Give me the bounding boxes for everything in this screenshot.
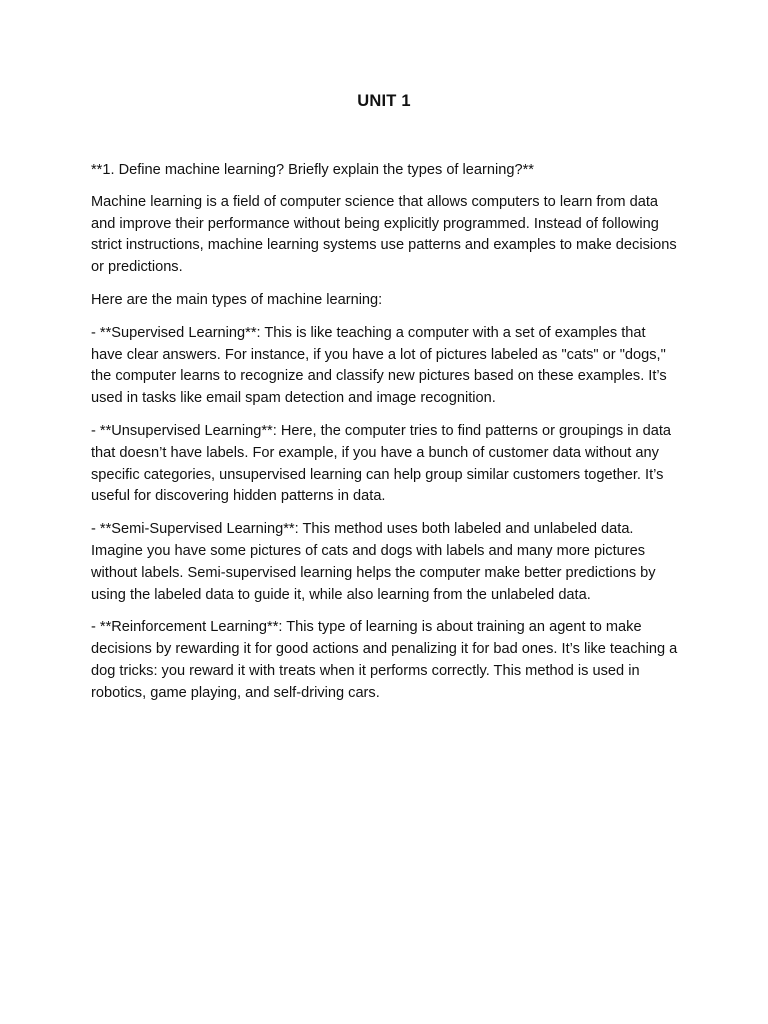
paragraph-types-intro: Here are the main types of machine learning: xyxy=(91,291,383,308)
question-heading: **1. Define machine learning? Briefly explain the types of learning?** xyxy=(91,162,534,178)
paragraph-unsupervised: - **Unsupervised Learning**: Here, the computer tries to find patterns or groupings in data that doesn’t have labels. For example, if you have a bunch of customer data without any specific categories, unsupervised learning can help group similar customers together. It’s useful for discovering hidden patterns in data. xyxy=(91,422,672,505)
paragraph-semi-supervised: - **Semi-Supervised Learning**: This method uses both labeled and unlabeled data. Imagine you have some pictures of cats and dogs with labels and many more pictures without labels. Semi-supervised learning helps the computer make better predictions by using the labeled data to guide it, while also learning from the unlabeled data. xyxy=(91,521,656,603)
paragraph-supervised: - **Supervised Learning**: This is like teaching a computer with a set of examples that have clear answers. For instance, if you have a lot of pictures labeled as "cats" or "dogs," the computer learns to recognize and classify new pictures based on these examples. It’s used in tasks like email spam detection and image recognition. xyxy=(91,324,667,407)
paragraph-reinforcement: - **Reinforcement Learning**: This type of learning is about training an agent to make decisions by rewarding it for good actions and penalizing it for bad ones. It’s like teaching a dog tricks: you reward it with treats when it performs correctly. This method is used in robotics, game playing, and self-driving cars. xyxy=(91,619,678,701)
page-title: UNIT 1 xyxy=(357,92,411,110)
document-body xyxy=(91,160,681,716)
paragraph-definition: Machine learning is a field of computer science that allows computers to learn from data and improve their performance without being explicitly programmed. Instead of following strict instructions, machine learning systems use patterns and examples to make decisions or predictions. xyxy=(91,193,677,276)
